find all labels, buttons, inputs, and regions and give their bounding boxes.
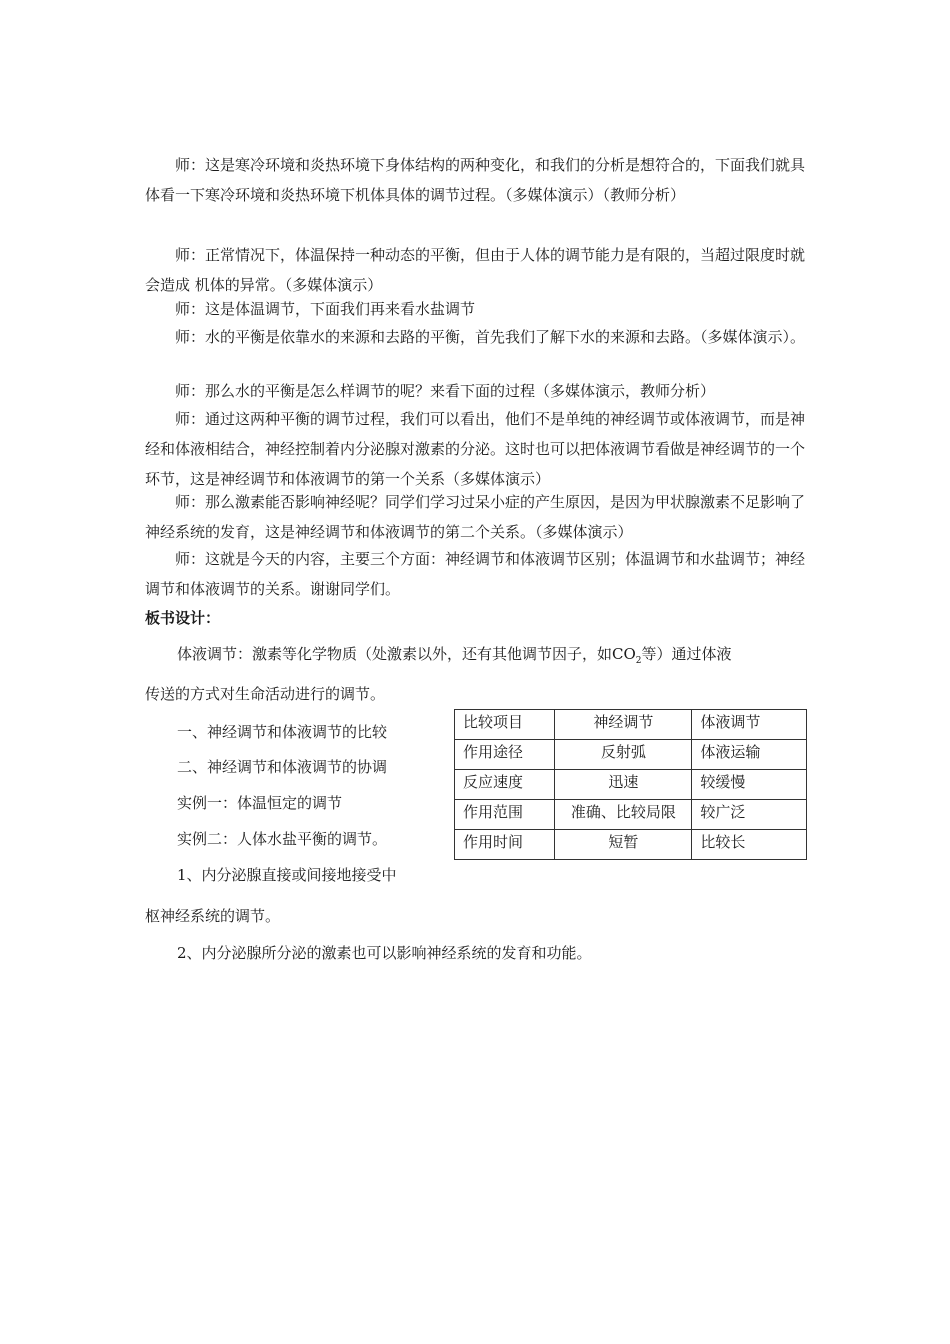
table-cell: 反应速度 xyxy=(455,770,555,800)
paragraph-2: 师：正常情况下，体温保持一种动态的平衡，但由于人体的调节能力是有限的，当超过限度时就会造成 机体的异常。（多媒体演示） xyxy=(145,246,806,294)
definition-text-2: 等）通过体液 xyxy=(641,645,732,663)
table-cell: 较缓慢 xyxy=(692,770,807,800)
definition-line xyxy=(177,639,732,676)
table-cell: 作用时间 xyxy=(455,830,555,860)
table-cell: 比较长 xyxy=(692,830,807,860)
outline-item-1: 一、神经调节和体液调节的比较 xyxy=(177,723,388,741)
table-cell: 作用途径 xyxy=(455,740,555,770)
paragraph-5: 师：那么水的平衡是怎么样调节的呢？来看下面的过程（多媒体演示，教师分析） xyxy=(175,382,716,400)
table-cell: 比较项目 xyxy=(455,710,555,740)
co2-subscript: 2 xyxy=(635,656,642,666)
table-cell: 迅速 xyxy=(555,770,692,800)
paragraph-8: 师：这就是今天的内容，主要三个方面：神经调节和体液调节区别；体温调节和水盐调节；神经调节和体液调节的关系。谢谢同学们。 xyxy=(145,550,806,598)
table-row xyxy=(455,740,807,770)
outline-item-4: 实例二：人体水盐平衡的调节。 xyxy=(177,830,388,848)
table-cell: 神经调节 xyxy=(555,710,692,740)
table-cell: 体液运输 xyxy=(692,740,807,770)
table-row xyxy=(455,830,807,860)
table-cell: 反射弧 xyxy=(555,740,692,770)
table-cell: 作用范围 xyxy=(455,800,555,830)
paragraph-4: 师：水的平衡是依靠水的来源和去路的平衡，首先我们了解下水的来源和去路。（多媒体演示）。 xyxy=(175,328,806,346)
outline-point-2: 2、内分泌腺所分泌的激素也可以影响神经系统的发育和功能。 xyxy=(177,944,592,962)
table-cell: 体液调节 xyxy=(692,710,807,740)
paragraph-1: 师：这是寒冷环境和炎热环境下身体结构的两种变化，和我们的分析是想符合的，下面我们就具体看一下寒冷环境和炎热环境下机体具体的调节过程。（多媒体演示）（教师分析） xyxy=(145,156,806,204)
paragraph-6: 师：通过这两种平衡的调节过程，我们可以看出，他们不是单纯的神经调节或体液调节，而是神经和体液相结合，神经控制着内分泌腺对激素的分泌。这时也可以把体液调节看做是神经调节的一个环节，这是神经调节和体液调节的第一个关系（多媒体演示） xyxy=(145,410,806,488)
definition-text-1: 体液调节：激素等化学物质（处激素以外，还有其他调节因子，如CO xyxy=(177,645,636,663)
paragraph-7: 师：那么激素能否影响神经呢？同学们学习过呆小症的产生原因，是因为甲状腺激素不足影响了神经系统的发育，这是神经调节和体液调节的第二个关系。（多媒体演示） xyxy=(145,493,806,541)
table-row xyxy=(455,770,807,800)
outline-item-3: 实例一：体温恒定的调节 xyxy=(177,794,343,812)
board-heading: 板书设计： xyxy=(145,609,221,627)
table-cell: 准确、比较局限 xyxy=(555,800,692,830)
table-row xyxy=(455,800,807,830)
table-row xyxy=(455,710,807,740)
table-cell: 较广泛 xyxy=(692,800,807,830)
outline-item-5: 1、内分泌腺直接或间接地接受中 xyxy=(177,866,397,884)
paragraph-3: 师：这是体温调节，下面我们再来看水盐调节 xyxy=(175,300,476,318)
comparison-table xyxy=(454,709,807,860)
definition-continuation: 传送的方式对生命活动进行的调节。 xyxy=(145,685,386,703)
outline-continuation: 枢神经系统的调节。 xyxy=(145,907,281,925)
outline-item-2: 二、神经调节和体液调节的协调 xyxy=(177,758,388,776)
table-cell: 短暂 xyxy=(555,830,692,860)
